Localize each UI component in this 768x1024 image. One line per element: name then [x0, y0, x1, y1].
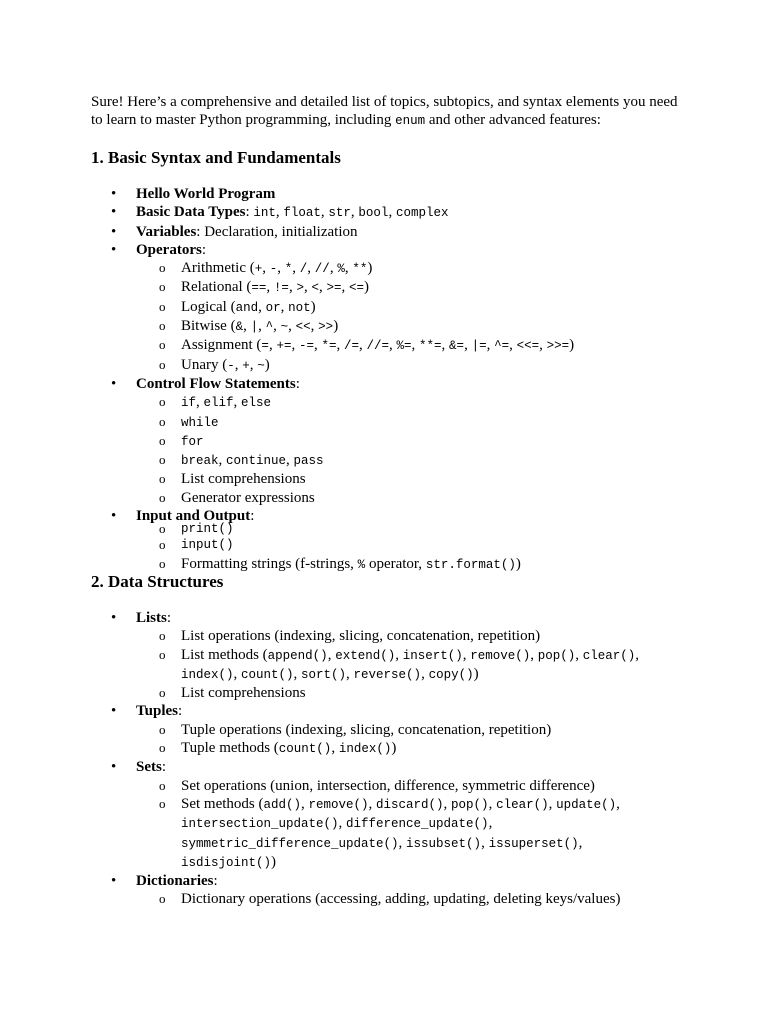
item-text: List methods — [181, 646, 259, 663]
intro-text-end: and other advanced features: — [425, 112, 601, 128]
code-item: insert() — [402, 648, 463, 663]
code-item: / — [299, 262, 308, 277]
code-item: count() — [278, 742, 332, 757]
section-heading: 2. Data Structures — [91, 572, 224, 591]
code-item: complex — [395, 206, 449, 221]
item-text: Set methods — [181, 795, 255, 812]
code-item: extend() — [335, 648, 396, 663]
code-item: << — [295, 320, 311, 335]
code-item: == — [251, 281, 267, 296]
code-item: remove() — [470, 648, 531, 663]
sets-sublist — [136, 777, 668, 872]
section2-list — [108, 609, 668, 909]
code-list: &, |, ^, ~, <<, >> — [235, 318, 334, 335]
code-item: % — [337, 262, 345, 277]
lists-sublist — [136, 627, 668, 702]
code-item: append() — [267, 648, 328, 663]
item-text: Dictionary operations (accessing, adding, updating, deleting keys/values) — [181, 891, 621, 908]
code-item: str — [328, 206, 351, 221]
code-item: add() — [263, 797, 302, 812]
op-name: Logical — [181, 298, 227, 315]
item-title: Dictionaries — [136, 873, 214, 890]
code-item: elif — [203, 396, 234, 411]
item-text: Set operations (union, intersection, difference, symmetric difference) — [181, 777, 595, 794]
sublist-item — [136, 470, 668, 488]
code-item: index() — [338, 742, 392, 757]
code-list: int, float, str, bool, complex — [253, 204, 449, 221]
op-name: Unary — [181, 356, 219, 373]
code-item: continue — [226, 454, 287, 469]
item-text: Formatting strings (f-strings, — [181, 556, 358, 573]
item-text: List operations (indexing, slicing, concatenation, repetition) — [181, 628, 541, 645]
code-item: pop() — [537, 648, 576, 663]
code-item: clear() — [496, 797, 549, 812]
code-item: | — [250, 320, 259, 335]
code-item: while — [181, 415, 219, 430]
code-item: else — [241, 396, 272, 411]
code-item: ** — [352, 262, 368, 277]
list-item: • Input and Output: o print() o input() o Formatting strings (f-strings, % operator, str.format()) — [108, 507, 668, 575]
item-title: Control Flow Statements — [136, 375, 296, 392]
code-list: add(), remove(), discard(), pop(), clear(), update(), intersection_update(), difference_update(), symmetric_difference_update(), issubset(), issuperset(), isdisjoint() — [181, 795, 620, 870]
item-text: : Declaration, initialization — [196, 223, 358, 240]
list-item: • Control Flow Statements: o if, elif, else o while o for o break, continue, pass o List comprehensions o Generator expressions — [108, 375, 668, 507]
code-item: ~ — [257, 358, 265, 373]
code-item: -= — [298, 339, 314, 354]
item-title: Sets — [136, 759, 162, 776]
code-item: or — [265, 300, 281, 315]
code-item: remove() — [308, 797, 369, 812]
intro-code: enum — [395, 114, 426, 128]
intro-text: Sure! Here’s a comprehensive and detailed list of topics, subtopics, and syntax elements you need to learn to master Python programming, including — [91, 94, 678, 128]
item-text: operator, — [365, 556, 426, 573]
code-list: if, elif, else — [181, 394, 272, 411]
code-item: = — [261, 339, 269, 354]
code-item: //= — [366, 339, 390, 354]
item-text: ) — [515, 556, 521, 573]
code-item: pass — [293, 454, 324, 469]
op-name: Relational — [181, 279, 243, 296]
code-item: + — [242, 358, 250, 373]
code-item: ^ — [265, 320, 274, 335]
sublist-item: o Set methods (add(), remove(), discard(), pop(), clear(), update(), intersection_update(), difference_update(), symmetric_difference_update(), issubset(), issuperset(), isdisjoint()) — [136, 795, 668, 872]
sublist-item — [136, 489, 668, 507]
code-item: ^= — [494, 339, 510, 354]
code-list: and, or, not — [235, 298, 311, 315]
sublist-item — [136, 393, 668, 412]
code-list: break, continue, pass — [181, 452, 324, 469]
code-item: copy() — [428, 667, 474, 682]
code-item: * — [284, 262, 293, 277]
list-item: • Dictionaries: o Dictionary operations (accessing, adding, updating, deleting keys/values) — [108, 872, 668, 909]
code-item: &= — [449, 339, 465, 354]
code-item: >> — [318, 320, 334, 335]
sublist-item — [136, 413, 668, 432]
code-item: issubset() — [406, 836, 482, 851]
item-text: List comprehensions — [181, 685, 306, 702]
list-item — [108, 223, 668, 241]
code-item: clear() — [582, 648, 636, 663]
item-title: Basic Data Types — [136, 204, 246, 221]
code-item: - — [227, 358, 235, 373]
code-item: pop() — [451, 797, 489, 812]
sublist-item: o Bitwise (&, |, ^, ~, <<, >>) — [136, 317, 668, 336]
sublist-item: o List methods (append(), extend(), insert(), remove(), pop(), clear(), index(), count(), sort(), reverse(), copy()) — [136, 646, 668, 685]
sublist-item — [136, 777, 668, 795]
code-list: count(), index() — [278, 740, 392, 757]
item-title: Input and Output — [136, 508, 251, 525]
item-title: Lists — [136, 610, 167, 626]
code-item: + — [254, 262, 263, 277]
code-item: **= — [419, 339, 442, 354]
code-item: != — [273, 281, 289, 296]
code-item: /= — [343, 339, 359, 354]
code-item: - — [269, 262, 278, 277]
sublist-item: o Assignment (=, +=, -=, *=, /=, //=, %=, **=, &=, |=, ^=, <<=, >>=) — [136, 336, 668, 355]
sublist-item: o Logical (and, or, not) — [136, 298, 668, 317]
code-item: <<= — [516, 339, 540, 354]
dicts-sublist — [136, 890, 668, 908]
sublist-item — [136, 537, 668, 553]
code: print() — [181, 522, 234, 537]
code-item: bool — [358, 206, 389, 221]
code: input() — [181, 538, 234, 553]
code-item: reverse() — [353, 667, 422, 682]
sublist-item — [136, 684, 668, 702]
item-text: Generator expressions — [181, 489, 315, 506]
code-list: append(), extend(), insert(), remove(), pop(), clear(), index(), count(), sort(), reverse(), copy() — [181, 646, 640, 682]
code-list — [181, 433, 204, 449]
code-item: intersection_update() — [181, 817, 339, 832]
sublist-item: o Arithmetic (+, -, *, /, //, %, **) — [136, 259, 668, 278]
item-text: Tuple operations (indexing, slicing, concatenation, repetition) — [181, 721, 552, 738]
code-item: %= — [396, 339, 412, 354]
list-item: • Basic Data Types: int, float, str, bool, complex — [108, 203, 668, 222]
sublist-item — [136, 451, 668, 470]
code-list: +, -, *, /, //, %, ** — [254, 260, 368, 277]
code-list: -, +, ~ — [227, 356, 265, 373]
code-list: =, +=, -=, *=, /=, //=, %=, **=, &=, |=, ^=, <<=, >>= — [261, 337, 570, 354]
sublist-item — [136, 521, 668, 537]
code-list — [181, 414, 219, 430]
code-item: difference_update() — [346, 817, 489, 832]
sublist-item — [136, 890, 668, 908]
sublist-item — [136, 432, 668, 451]
code: str.format() — [425, 558, 516, 573]
code-item: & — [235, 320, 244, 335]
sublist-item: o Relational (==, !=, >, <, >=, <=) — [136, 278, 668, 297]
tuples-sublist — [136, 721, 668, 759]
list-item: • Tuples: o Tuple operations (indexing, slicing, concatenation, repetition) o Tuple methods (count(), index()) — [108, 702, 668, 758]
control-flow-sublist — [136, 393, 668, 507]
code: % — [357, 558, 366, 573]
sublist-item: o Unary (-, +, ~) — [136, 356, 668, 375]
code-item: >>= — [546, 339, 570, 354]
code-item: // — [314, 262, 330, 277]
list-item: • Operators: o Arithmetic (+, -, *, /, //, %, **) o Relational (==, !=, >, <, >=, <=) o Logical (and, or, not) o Bitwise (&, |, ^, ~, <<, >>) o Assignment (=, +=, -=, *=, /=, //=, %=, **=, &=, |=, ^=, <<=, >>=) o Unary (-, +, ~) — [108, 241, 668, 375]
item-text: Tuple methods — [181, 740, 271, 757]
code-item: isdisjoint() — [181, 855, 272, 870]
code-item: and — [235, 300, 259, 315]
code-item: < — [311, 281, 319, 296]
code-item: count() — [241, 667, 294, 682]
list-item — [108, 185, 668, 203]
code-item: <= — [348, 281, 364, 296]
section-heading: 1. Basic Syntax and Fundamentals — [91, 148, 341, 167]
code-list: ==, !=, >, <, >=, <= — [251, 279, 364, 296]
code-item: float — [283, 206, 321, 221]
code-item: index() — [181, 667, 234, 682]
intro-paragraph — [91, 93, 691, 130]
code-item: int — [253, 206, 276, 221]
item-title: Hello World Program — [136, 186, 276, 202]
code-item: not — [288, 300, 311, 315]
op-name: Bitwise — [181, 318, 227, 335]
op-name: Arithmetic — [181, 260, 246, 277]
sublist-item: o Tuple methods (count(), index()) — [136, 739, 668, 758]
operators-sublist — [136, 259, 668, 375]
section1-list — [108, 185, 668, 575]
code-item: update() — [556, 797, 617, 812]
item-title: Operators — [136, 241, 202, 258]
code-item: ~ — [280, 320, 289, 335]
sublist-item — [136, 627, 668, 645]
code-item: symmetric_difference_update() — [181, 836, 399, 851]
item-title: Tuples — [136, 703, 178, 720]
list-item: • Sets: o Set operations (union, intersection, difference, symmetric difference) o Set methods (add(), remove(), discard(), pop(), clear(), update(), intersection_update(), difference_update(), symmetric_difference_update(), issubset(), issuperset(), isdisjoint()) — [108, 758, 668, 872]
code-item: sort() — [301, 667, 347, 682]
sublist-item — [136, 721, 668, 739]
code-item: discard() — [376, 797, 444, 812]
code-item: += — [276, 339, 292, 354]
io-sublist — [136, 521, 668, 574]
code-item: >= — [326, 281, 342, 296]
item-title: Variables — [136, 223, 197, 240]
code-item: for — [181, 434, 204, 449]
list-item: • Lists: o List operations (indexing, slicing, concatenation, repetition) o List methods (append(), extend(), insert(), remove(), pop(), clear(), index(), count(), sort(), reverse(), copy()) o List comprehensions — [108, 609, 668, 702]
op-name: Assignment — [181, 337, 253, 354]
code-item: |= — [471, 339, 487, 354]
code-item: issuperset() — [488, 836, 579, 851]
item-text: List comprehensions — [181, 471, 306, 488]
code-item: > — [296, 281, 304, 296]
code-item: break — [181, 454, 219, 469]
code-item: *= — [321, 339, 337, 354]
code-item: if — [181, 396, 197, 411]
